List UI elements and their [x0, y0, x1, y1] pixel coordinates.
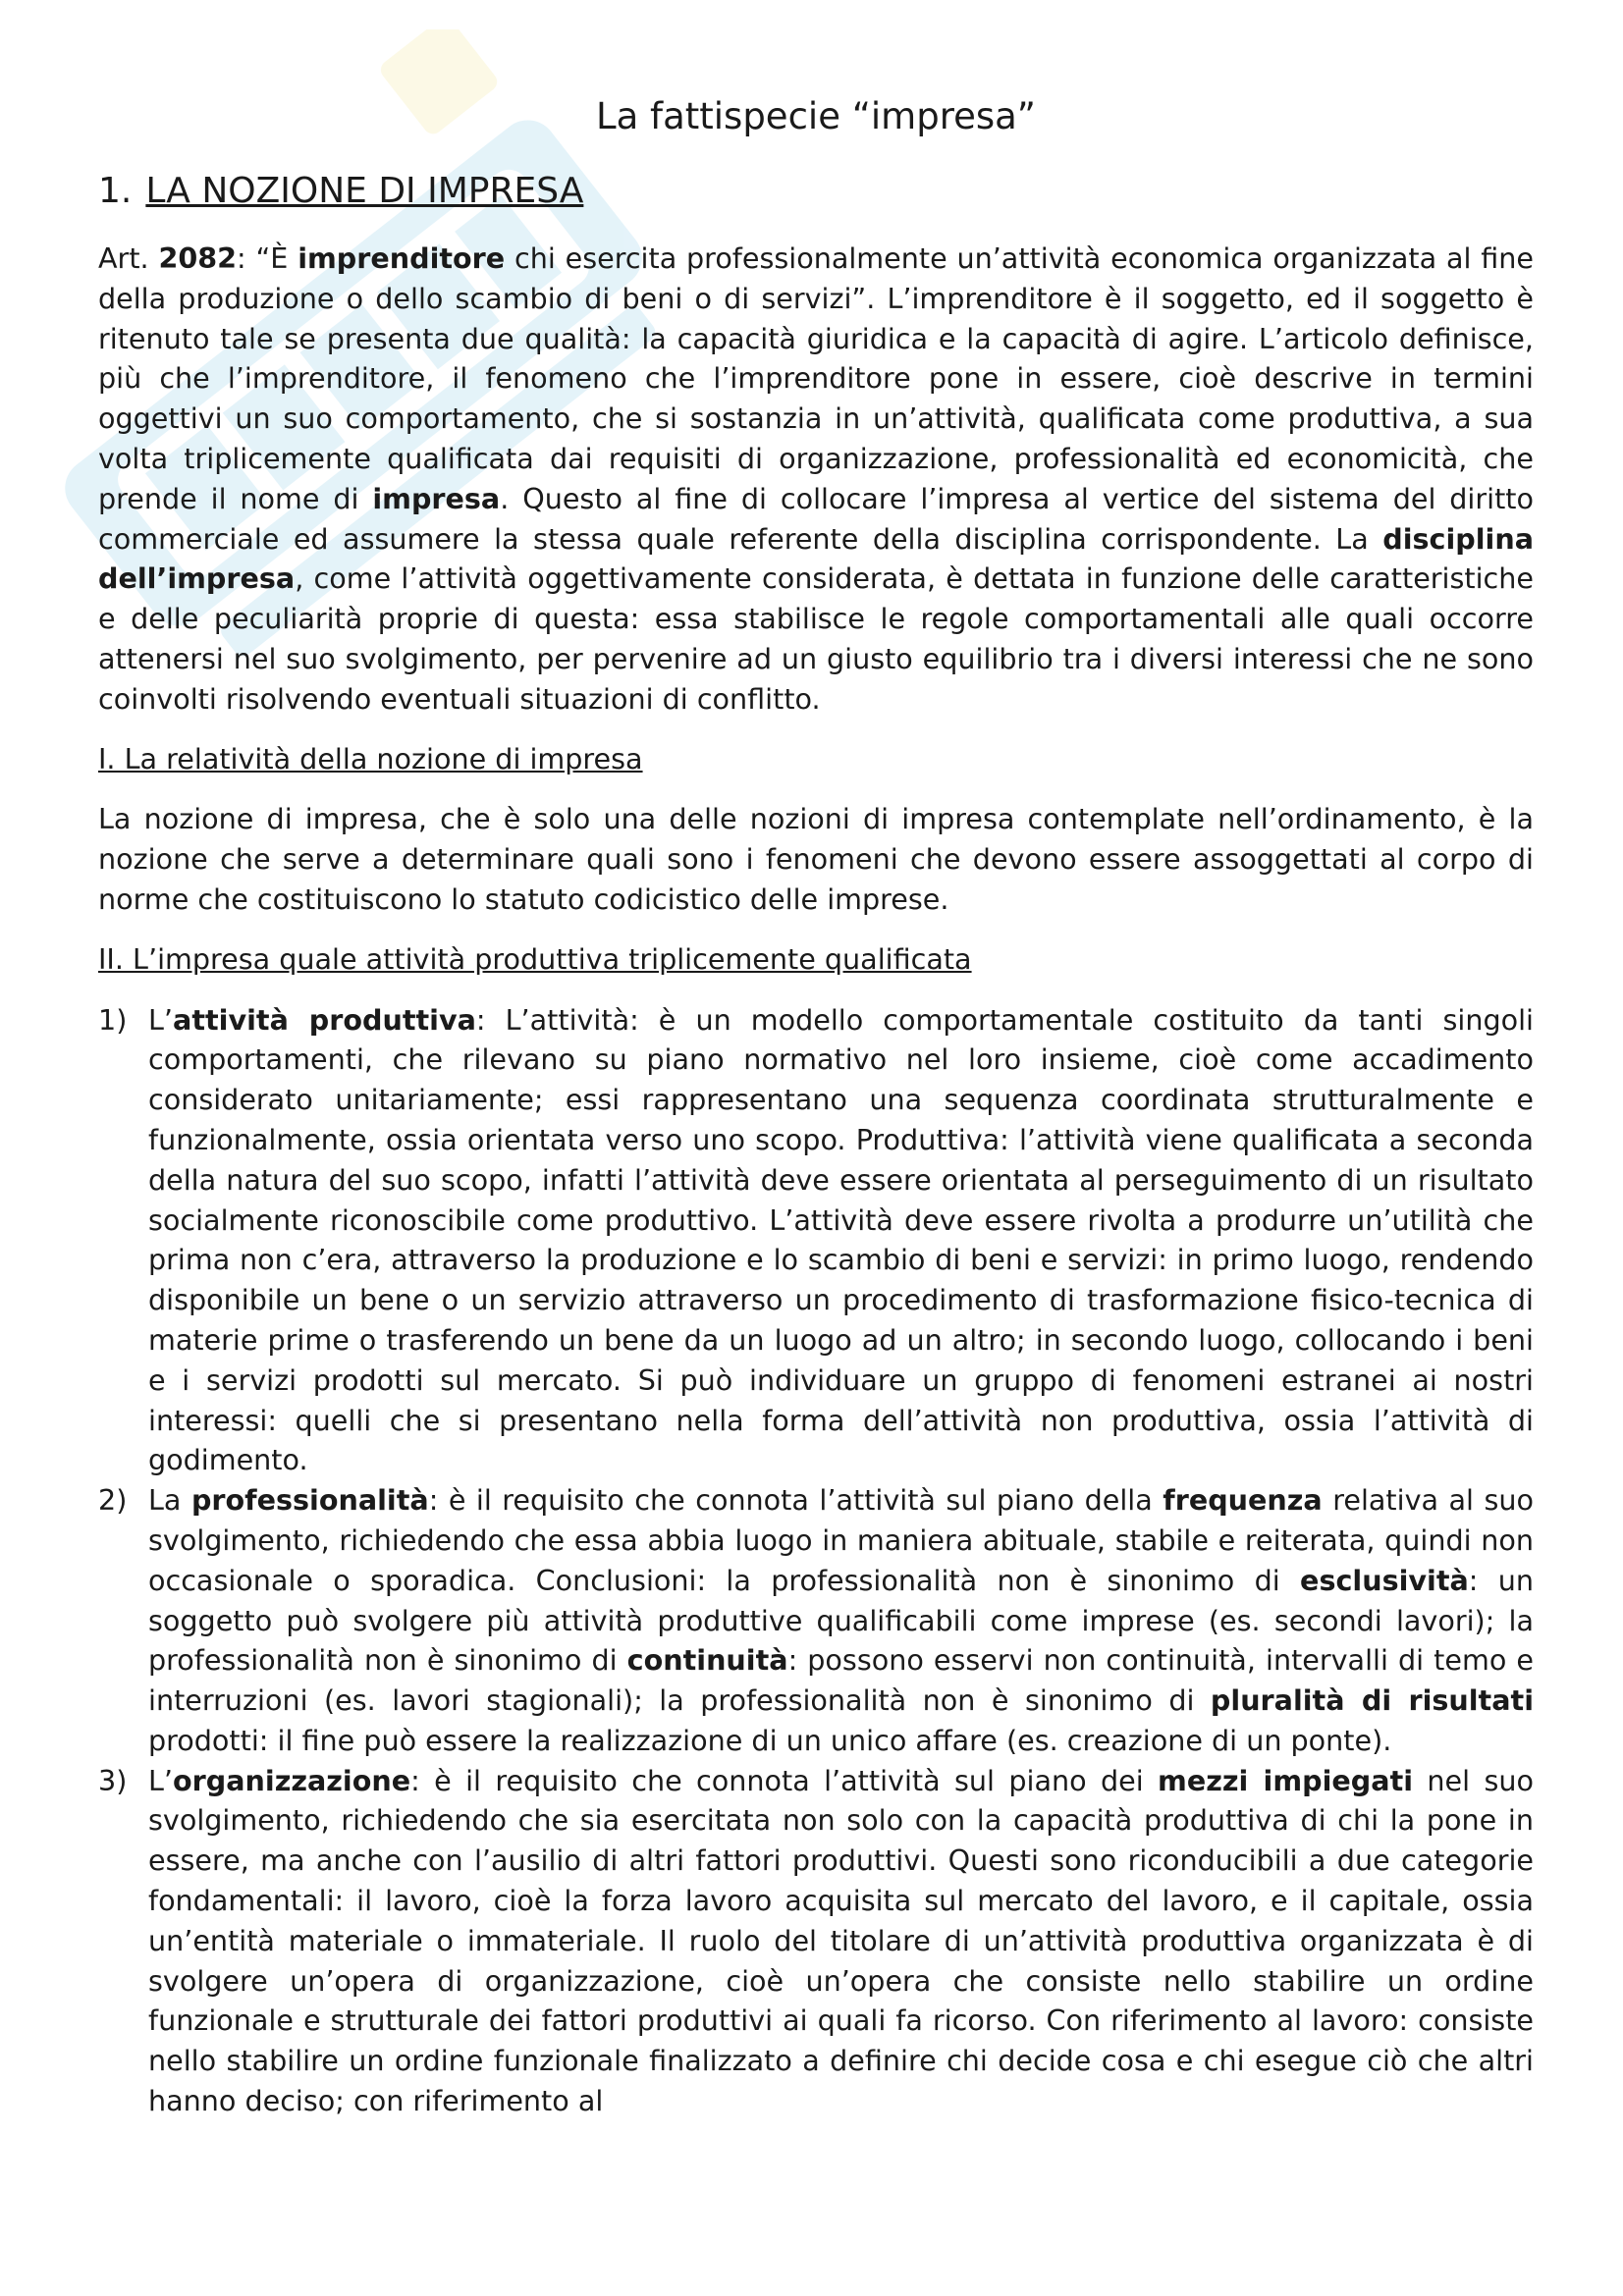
bold-term: professionalità [190, 1483, 429, 1518]
list-marker: 3) [98, 1763, 128, 1797]
document-title: La fattispecie “impresa” [596, 95, 1036, 137]
bold-term: pluralità di risultati [1210, 1683, 1534, 1718]
relativita-paragraph: La nozione di impresa, che è solo una delle nozioni di impresa contemplate nell’ordinamento, è la nozione che serve a determinare quali sono i fenomeni che devono essere assoggettati al corpo di norme che costituiscono lo statuto codicistico delle imprese. [98, 802, 1534, 916]
text-run: chi esercita professionalmente un’attività economica organizzata al fine della produzione o dello scambio di beni o di servizi”. L’imprenditore è il soggetto, ed il soggetto è ritenuto tale se presenta due qualità: la capacità giuridica e la capacità di agire. L’articolo definisce, più che l’imprenditore, il fenomeno che l’imprenditore pone in essere, cioè descrive in termini oggettivi un suo comportamento, che si sostanzia in un’attività, qualificata come produttiva, a sua volta triplicemente qualificata dai requisiti di organizzazione, professionalità ed economicità, che prende il nome di [98, 241, 1534, 515]
bold-term: esclusività [1300, 1563, 1469, 1597]
bold-term: attività produttiva [173, 1002, 476, 1037]
text-run: Art. [98, 241, 159, 275]
section-heading [98, 169, 583, 214]
text-run: . Questo al fine di collocare l’impresa al vertice del sistema del diritto commerciale ed assumere la stessa quale referente della disciplina corrispondente. La [98, 481, 1534, 556]
list-marker: 1) [98, 1002, 128, 1037]
document-body [98, 239, 1534, 2121]
text-run: : un soggetto può svolgere più attività produttive qualificabili come imprese (es. secondi lavori); la professionalità non è sinonimo di [148, 1563, 1534, 1678]
section-number: 1. [98, 171, 133, 211]
text-run: prodotti: il fine può essere la realizzazione di un unico affare (es. creazione di un ponte). [148, 1723, 1392, 1757]
text-run: , come l’attività oggettivamente considerata, è dettata in funzione delle caratteristiche e delle peculiarità proprie di questa: essa stabilisce le regole comportamentali alle quali occorre attenersi nel suo svolgimento, per pervenire ad un giusto equilibrio tra i diversi interessi che ne sono coinvolti risolvendo eventuali situazioni di conflitto. [98, 561, 1534, 716]
requirements-list [98, 1000, 1534, 2121]
text-run: nel suo svolgimento, richiedendo che sia esercitata non solo con la capacità produttiva di chi la pone in essere, ma anche con l’ausilio di altri fattori produttivi. Questi sono riconducibili a due categorie fondamentali: il lavoro, cioè la forza lavoro acquisita sul mercato del lavoro, e il capitale, ossia un’entità materiale o immateriale. Il ruolo del titolare di un’attività produttiva organizzata è di svolgere un’opera di organizzazione, cioè un’opera che consiste nello stabilire un ordine funzionale e strutturale dei fattori produttivi ai quali fa ricorso. Con riferimento al lavoro: consiste nello stabilire un ordine funzionale finalizzato a definire chi decide cosa e chi esegue ciò che altri hanno deciso; con riferimento al [148, 1763, 1534, 2118]
bold-term: frequenza [1163, 1483, 1323, 1518]
text-run: : L’attività: è un modello comportamentale costituito da tanti singoli comportamenti, che rilevano su piano normativo nel loro insieme, cioè come accadimento considerato unitariamente; essi rappresentano una sequenza coordinata strutturalmente e funzionalmente, ossia orientata verso uno scopo. Produttiva: l’attività viene qualificata a seconda della natura del suo scopo, infatti l’attività deve essere orientata al perseguimento di un risultato socialmente riconoscibile come produttivo. L’attività deve essere rivolta a produrre un’utilità che prima non c’era, attraverso la produzione e lo scambio di beni e servizi: in primo luogo, rendendo disponibile un bene o un servizio attraverso un procedimento di trasformazione fisico-tecnica di materie prime o trasferendo un bene da un luogo ad un altro; in secondo luogo, collocando i beni e i servizi prodotti sul mercato. Si può individuare un gruppo di fenomeni estranei ai nostri interessi: quelli che si presentano nella forma dell’attività non produttiva, ossia l’attività di godimento. [148, 1002, 1534, 1477]
text-run: : possono esservi non continuità, intervalli di temo e interruzioni (es. lavori stagionali); la professionalità non è sinonimo di [148, 1643, 1534, 1718]
list-item [98, 1761, 1534, 2121]
subheading-relativita: I. La relatività della nozione di impresa [98, 741, 643, 775]
section-title: LA NOZIONE DI IMPRESA [145, 171, 584, 211]
text-run: L’ [148, 1002, 174, 1037]
subheading-attivita-produttiva: II. L’impresa quale attività produttiva triplicemente qualificata [98, 941, 972, 976]
bold-term: organizzazione [173, 1763, 411, 1797]
bold-term: 2082 [158, 241, 238, 275]
text-run: : è il requisito che connota l’attività sul piano della [428, 1483, 1163, 1518]
intro-paragraph [98, 239, 1534, 720]
bold-term: impresa [372, 481, 501, 515]
bold-term: imprenditore [298, 241, 506, 275]
list-item [98, 1000, 1534, 1481]
text-run: La [148, 1483, 191, 1518]
bold-term: disciplina dell’impresa [98, 521, 1534, 596]
bold-term: continuità [626, 1643, 788, 1678]
list-marker: 2) [98, 1483, 128, 1518]
bold-term: mezzi impiegati [1158, 1763, 1414, 1797]
text-run: L’ [148, 1763, 174, 1797]
list-item [98, 1480, 1534, 1761]
text-run: relativa al suo svolgimento, richiedendo che essa abbia luogo in maniera abituale, stabile e reiterata, quindi non occasionale o sporadica. Conclusioni: la professionalità non è sinonimo di [148, 1483, 1534, 1597]
text-run: : è il requisito che connota l’attività sul piano dei [410, 1763, 1159, 1797]
text-run: : “È [237, 241, 298, 275]
